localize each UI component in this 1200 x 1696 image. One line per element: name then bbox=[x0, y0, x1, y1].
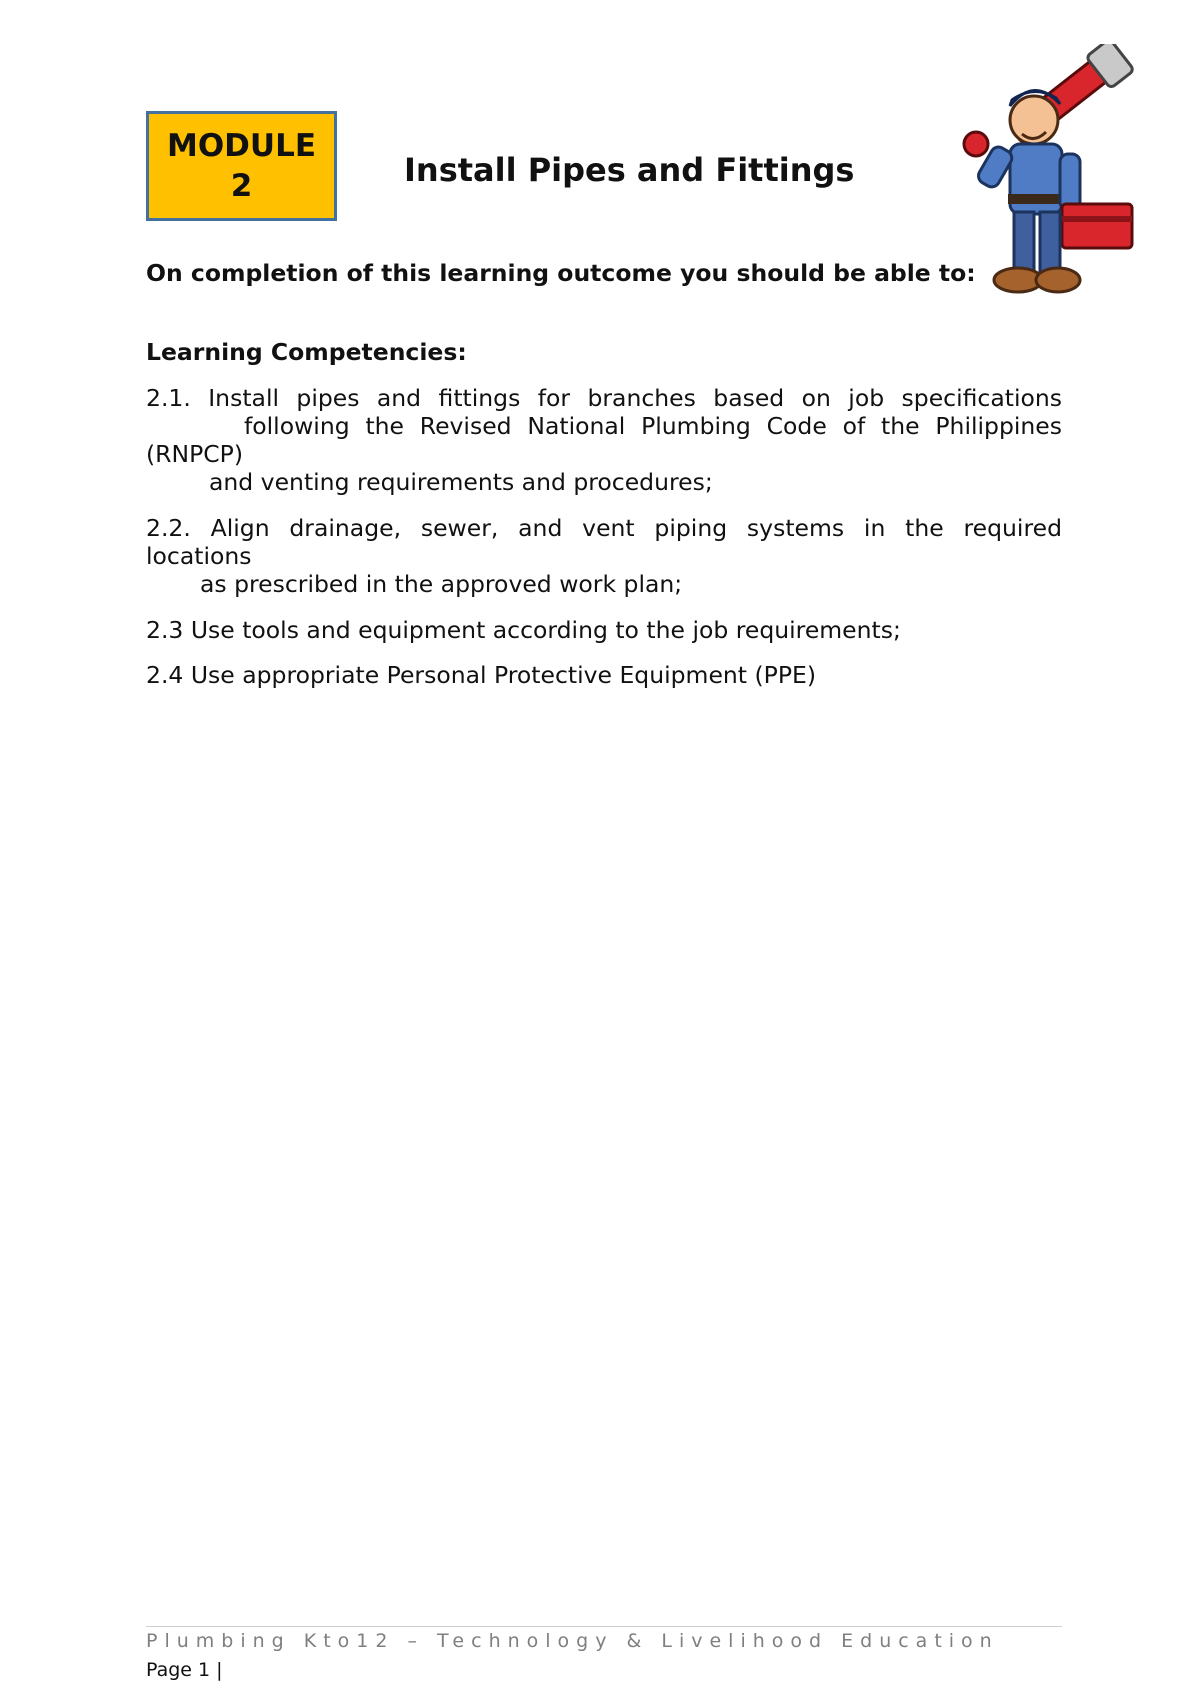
competency-item-2-2 bbox=[146, 514, 1062, 598]
competency-text: and venting requirements and procedures; bbox=[209, 468, 713, 496]
competency-text: locations bbox=[146, 542, 252, 570]
page-number: Page 1 | bbox=[146, 1659, 223, 1681]
competency-text: 2.1. Install pipes and fittings for branches based on job specifications bbox=[146, 384, 1062, 412]
competency-item-2-3 bbox=[146, 616, 1062, 644]
module-badge bbox=[146, 111, 337, 221]
competency-item-2-1 bbox=[146, 384, 1062, 496]
competency-text: following the Revised National Plumbing Code of the Philippines bbox=[244, 412, 1062, 440]
competency-text: (RNPCP) bbox=[146, 440, 243, 468]
learning-outcome-intro: On completion of this learning outcome you should be able to: bbox=[146, 259, 976, 287]
competency-text: 2.4 Use appropriate Personal Protective Equipment (PPE) bbox=[146, 661, 817, 689]
module-label: MODULE bbox=[166, 128, 317, 164]
footer-divider bbox=[146, 1626, 1062, 1627]
competency-item-2-4 bbox=[146, 661, 1062, 689]
plumber-illustration-icon bbox=[948, 44, 1144, 298]
page-title: Install Pipes and Fittings bbox=[404, 151, 855, 189]
module-number: 2 bbox=[230, 168, 253, 204]
competency-text: as prescribed in the approved work plan; bbox=[200, 570, 683, 598]
competency-text: 2.3 Use tools and equipment according to the job requirements; bbox=[146, 616, 901, 644]
competencies-heading: Learning Competencies: bbox=[146, 338, 467, 366]
competency-text: 2.2. Align drainage, sewer, and vent piping systems in the required bbox=[146, 514, 1062, 542]
footer-title: Plumbing Kto12 – Technology & Livelihood Education bbox=[146, 1630, 999, 1652]
